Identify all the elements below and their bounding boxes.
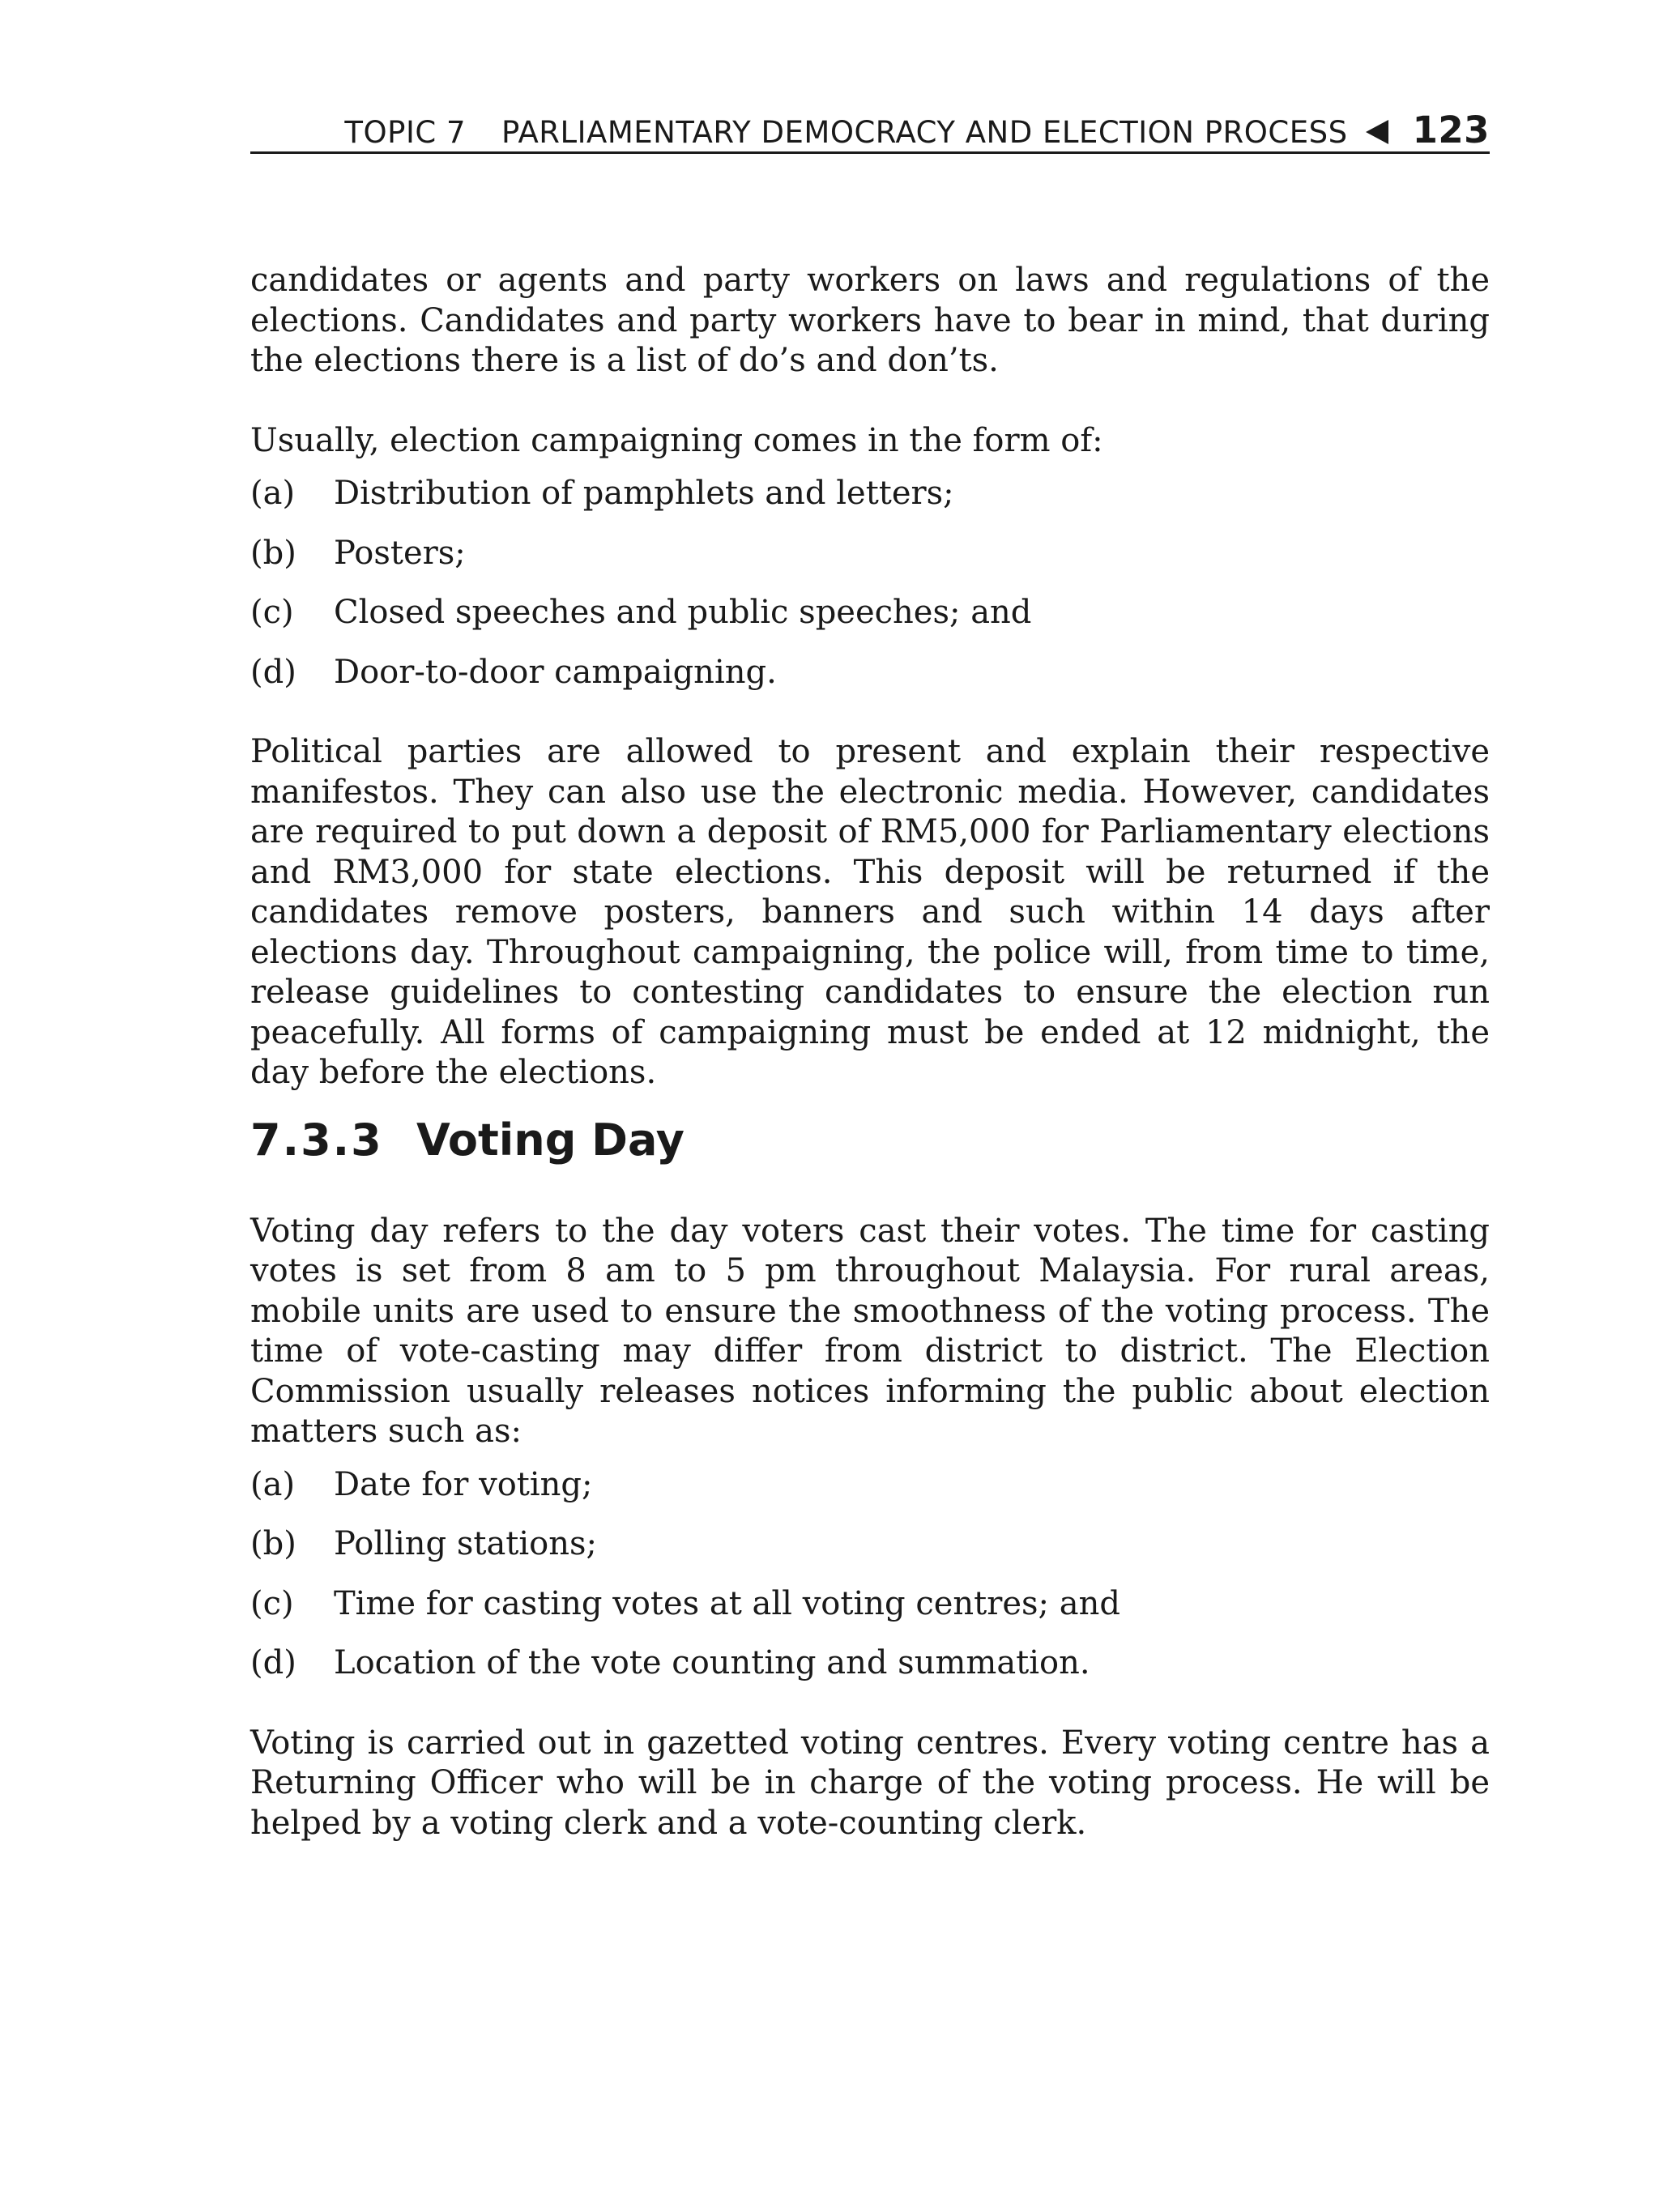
list-item-text: Door-to-door campaigning. xyxy=(334,653,777,691)
list-marker: (a) xyxy=(250,1465,296,1503)
list-item-text: Polling stations; xyxy=(334,1525,597,1562)
running-header-text xyxy=(344,109,1490,151)
list-marker: (b) xyxy=(250,534,296,572)
list-item xyxy=(250,1524,1490,1565)
list-marker: (d) xyxy=(250,653,296,691)
list-item xyxy=(250,534,1490,574)
list-item xyxy=(250,474,1490,514)
left-triangle-icon xyxy=(1366,120,1388,144)
list-marker: (a) xyxy=(250,475,296,512)
running-header xyxy=(250,100,1490,154)
page-body xyxy=(250,261,1490,1843)
list-marker: (c) xyxy=(250,594,294,631)
campaign-forms-list xyxy=(250,474,1490,693)
paragraph-voting-day: Voting day refers to the day voters cast their votes. The time for casting votes is set from 8 am to 5 pm throughout Malaysia. For rural areas, mobile units are used to ensure the smoothness of the voting process. The time of vote-casting may differ from district to district. The Election Commission usually releases notices informing the public about election matters such as: xyxy=(250,1212,1490,1450)
list-item-text: Time for casting votes at all voting centres; and xyxy=(334,1584,1120,1622)
section-number: 7.3.3 xyxy=(250,1114,383,1166)
paragraph-rules: candidates or agents and party workers on laws and regulations of the elections. Candidates and party workers have to bear in mind, that during the elections there is a list of do’s and don’ts. xyxy=(250,262,1490,379)
list-item-text: Location of the vote counting and summation. xyxy=(334,1644,1090,1681)
list-item-text: Date for voting; xyxy=(334,1465,593,1503)
header-topic: TOPIC 7 xyxy=(344,115,467,150)
list-marker: (b) xyxy=(250,1525,296,1562)
list-item-text: Closed speeches and public speeches; and xyxy=(334,594,1032,631)
paragraph-manifestos: Political parties are allowed to present and explain their respective manifestos. They can also use the electronic media. However, candidates are required to put down a deposit of RM5,000 for Parliamentary elections and RM3,000 for state elections. This deposit will be returned if the candidates remove posters, banners and such within 14 days after elections day. Throughout campaigning, the police will, from time to time, release guidelines to contesting candidates to ensure the election run peacefully. All forms of campaigning must be ended at 12 midnight, the day before the elections. xyxy=(250,733,1490,1091)
section-title: Voting Day xyxy=(416,1114,684,1166)
list-marker: (c) xyxy=(250,1584,294,1622)
paragraph-voting-centres: Voting is carried out in gazetted voting centres. Every voting centre has a Returning Officer who will be in charge of the voting process. He will be helped by a voting clerk and a vote-counting clerk. xyxy=(250,1724,1490,1842)
list-item xyxy=(250,1643,1490,1684)
list-item xyxy=(250,593,1490,633)
election-notices-list xyxy=(250,1465,1490,1684)
page-number: 123 xyxy=(1412,109,1490,151)
paragraph-campaign-intro: Usually, election campaigning comes in the form of: xyxy=(250,421,1103,459)
list-item xyxy=(250,1465,1490,1506)
list-item xyxy=(250,653,1490,693)
list-item-text: Distribution of pamphlets and letters; xyxy=(334,475,954,512)
section-heading xyxy=(250,1116,1490,1165)
header-title: PARLIAMENTARY DEMOCRACY AND ELECTION PROCESS xyxy=(501,115,1348,150)
list-marker: (d) xyxy=(250,1644,296,1681)
list-item-text: Posters; xyxy=(334,534,466,572)
list-item xyxy=(250,1584,1490,1625)
